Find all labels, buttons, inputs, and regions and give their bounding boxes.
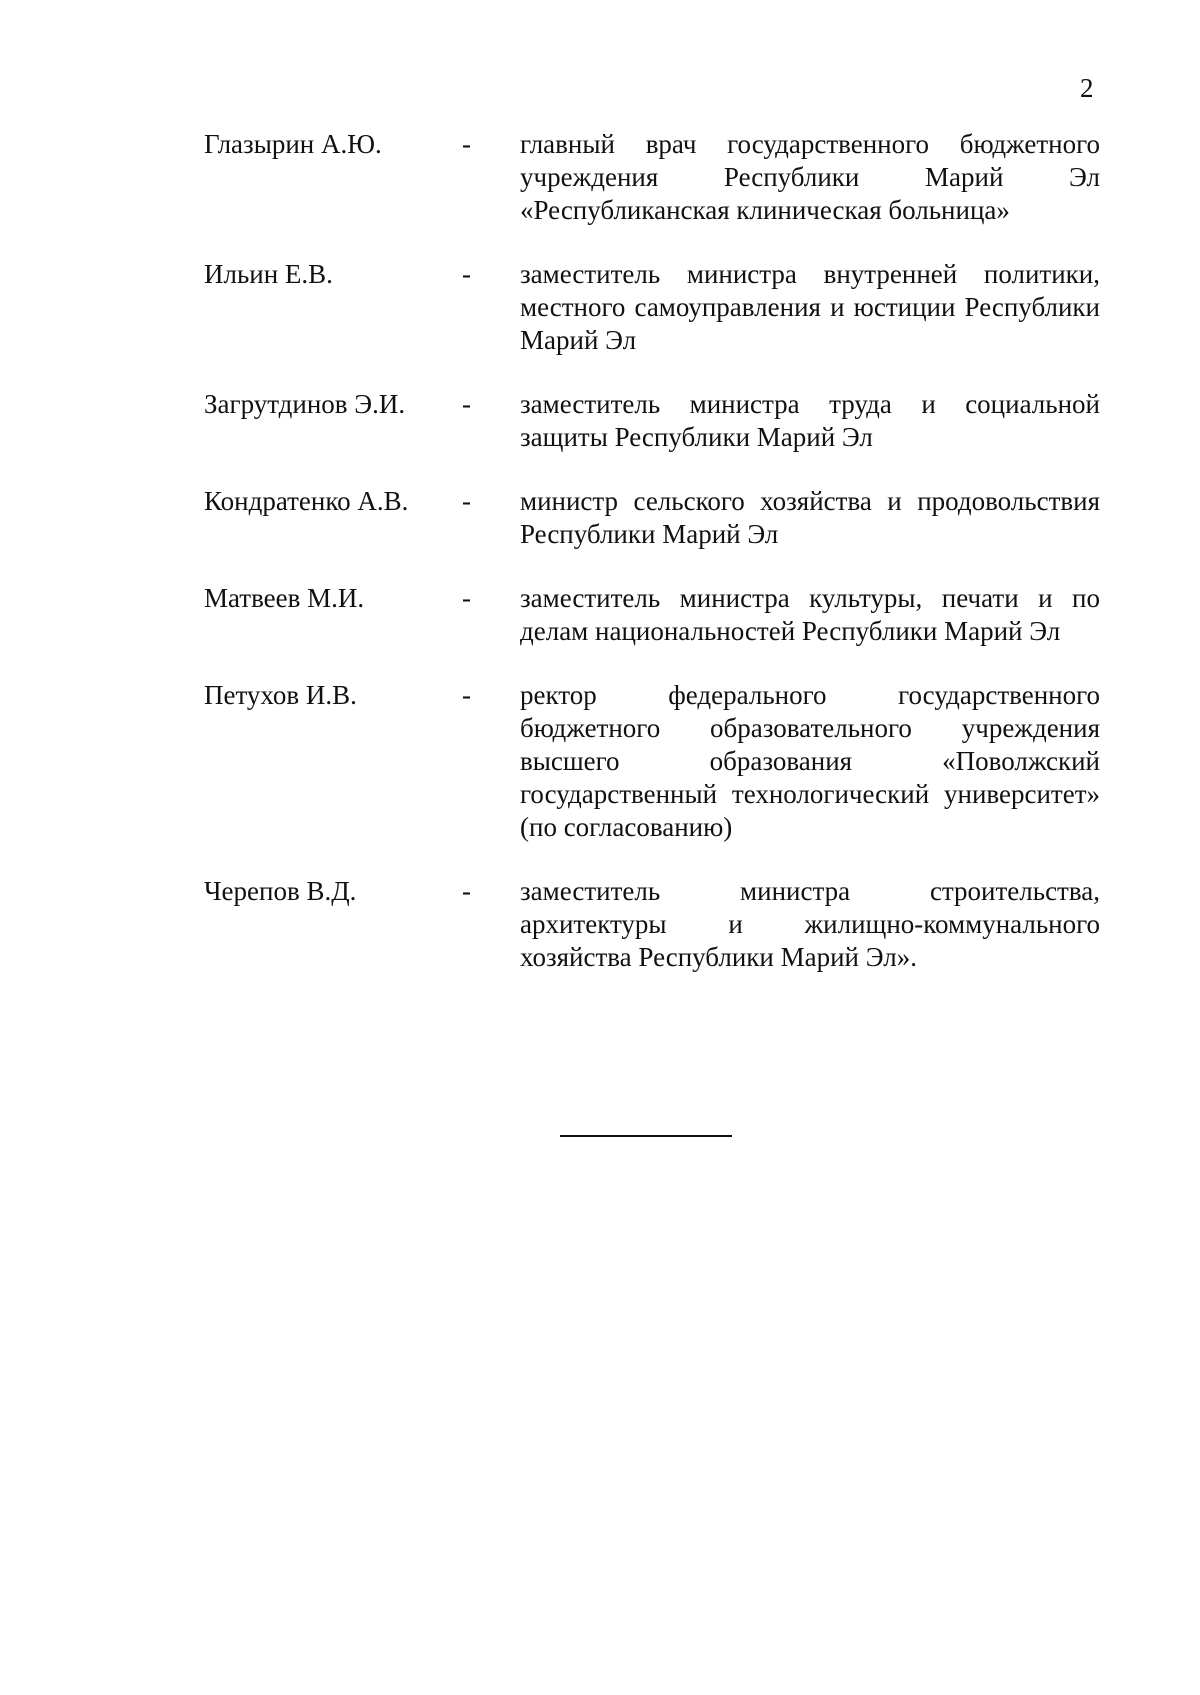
member-name: Кондратенко А.В. [204, 486, 409, 516]
member-name: Глазырин А.Ю. [204, 129, 382, 159]
entry-separator: - [462, 583, 471, 613]
member-entry [204, 679, 1100, 844]
member-list [204, 128, 1100, 974]
member-name: Загрутдинов Э.И. [204, 389, 406, 419]
member-name: Ильин Е.В. [204, 259, 333, 289]
entry-separator: - [462, 680, 471, 710]
member-entry [204, 875, 1100, 974]
entry-separator: - [462, 259, 471, 289]
member-name: Черепов В.Д. [204, 876, 357, 906]
member-position: ректор федерального государственного бюджетного образовательного учреждения высшего образования «Поволжский государственный технологический университет» (по согласованию) [520, 680, 1100, 842]
member-entry [204, 485, 1100, 551]
member-entry [204, 128, 1100, 227]
member-name: Матвеев М.И. [204, 583, 365, 613]
member-position: заместитель министра строительства, архитектуры и жилищно-коммунального хозяйства Республики Марий Эл». [520, 876, 1100, 972]
member-entry [204, 388, 1100, 454]
member-position: главный врач государственного бюджетного учреждения Республики Марий Эл «Республиканская клиническая больница» [520, 129, 1100, 225]
member-position: заместитель министра внутренней политики, местного самоуправления и юстиции Республики Марий Эл [520, 259, 1100, 355]
member-name: Петухов И.В. [204, 680, 357, 710]
member-entry [204, 258, 1100, 357]
member-position: заместитель министра культуры, печати и по делам национальностей Республики Марий Эл [520, 583, 1100, 646]
entry-separator: - [462, 486, 471, 516]
member-position: заместитель министра труда и социальной защиты Республики Марий Эл [520, 389, 1100, 452]
member-position: министр сельского хозяйства и продовольствия Республики Марий Эл [520, 486, 1100, 549]
closing-rule [560, 1135, 732, 1137]
member-entry [204, 582, 1100, 648]
entry-separator: - [462, 876, 471, 906]
entry-separator: - [462, 129, 471, 159]
entry-separator: - [462, 389, 471, 419]
page-number: 2 [1080, 73, 1094, 103]
